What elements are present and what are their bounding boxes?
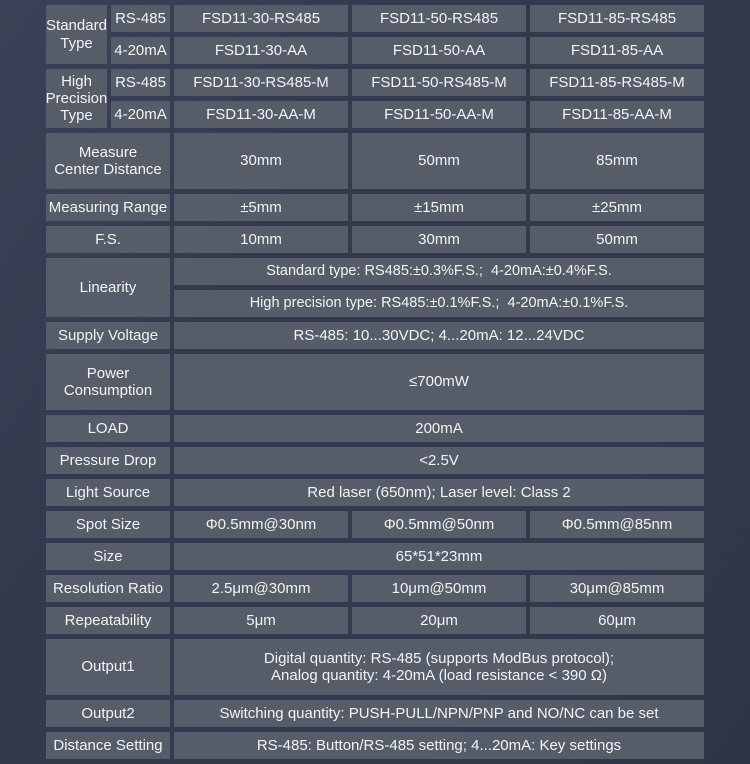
value-cell: 20μm: [352, 607, 526, 634]
label-line: Measure: [78, 143, 138, 161]
spec-table: [46, 5, 704, 759]
model-cell: FSD11-30-AA-M: [174, 101, 348, 128]
model-cell: FSD11-50-AA-M: [352, 101, 526, 128]
row-label-load: LOAD: [46, 415, 170, 442]
interface-label-rs485: RS-485: [111, 69, 170, 96]
value-cell: Φ0.5mm@85nm: [530, 511, 704, 538]
row-label-power-consumption: [46, 354, 170, 410]
value-cell: 10mm: [174, 226, 348, 253]
row-label-size: Size: [46, 543, 170, 570]
value-cell: 60μm: [530, 607, 704, 634]
value-cell: 50mm: [530, 226, 704, 253]
value-cell: RS-485: Button/RS-485 setting; 4...20mA: Key settings: [174, 732, 704, 759]
value-cell: 30mm: [352, 226, 526, 253]
value-cell: 30μm@85mm: [530, 575, 704, 602]
value-cell: 5μm: [174, 607, 348, 634]
row-label-supply-voltage: Supply Voltage: [46, 322, 170, 349]
row-label-measuring-range: Measuring Range: [46, 194, 170, 221]
row-label-fs: F.S.: [46, 226, 170, 253]
value-cell: Red laser (650nm); Laser level: Class 2: [174, 479, 704, 506]
label-line: Power: [86, 364, 130, 382]
model-cell: FSD11-30-RS485: [174, 5, 348, 32]
model-cell: FSD11-50-RS485: [352, 5, 526, 32]
value-cell: 30mm: [174, 133, 348, 189]
label-line: Consumption: [63, 382, 153, 399]
value-cell: Φ0.5mm@50nm: [352, 511, 526, 538]
row-label-distance-setting: Distance Setting: [46, 732, 170, 759]
model-cell: FSD11-50-AA: [352, 37, 526, 64]
value-cell: 50mm: [352, 133, 526, 189]
value-cell: Standard type: RS485:±0.3%F.S.; 4-20mA:±0.4%F.S.: [174, 258, 704, 285]
model-cell: FSD11-30-AA: [174, 37, 348, 64]
value-line: Digital quantity: RS-485 (supports ModBus protocol);: [263, 649, 615, 667]
row-label-repeatability: Repeatability: [46, 607, 170, 634]
model-cell: FSD11-85-AA-M: [530, 101, 704, 128]
interface-label-4-20ma: 4-20mA: [111, 37, 170, 64]
value-cell: 200mA: [174, 415, 704, 442]
value-cell: ±15mm: [352, 194, 526, 221]
interface-label-4-20ma: 4-20mA: [111, 101, 170, 128]
value-cell: <2.5V: [174, 447, 704, 474]
row-label-standard-type: Standard Type: [46, 5, 107, 64]
interface-label-rs485: RS-485: [111, 5, 170, 32]
value-cell: 85mm: [530, 133, 704, 189]
value-cell: 10μm@50mm: [352, 575, 526, 602]
model-cell: FSD11-85-RS485: [530, 5, 704, 32]
model-cell: FSD11-30-RS485-M: [174, 69, 348, 96]
value-cell: [174, 639, 704, 695]
row-label-linearity: Linearity: [46, 258, 170, 317]
row-label-output2: Output2: [46, 700, 170, 727]
model-cell: FSD11-85-RS485-M: [530, 69, 704, 96]
value-cell: High precision type: RS485:±0.1%F.S.; 4-20mA:±0.1%F.S.: [174, 290, 704, 317]
value-cell: Switching quantity: PUSH-PULL/NPN/PNP and NO/NC can be set: [174, 700, 704, 727]
label-line: Center Distance: [54, 161, 162, 178]
row-label-light-source: Light Source: [46, 479, 170, 506]
row-label-resolution-ratio: Resolution Ratio: [46, 575, 170, 602]
value-cell: ≤700mW: [174, 354, 704, 410]
row-label-pressure-drop: Pressure Drop: [46, 447, 170, 474]
value-cell: ±5mm: [174, 194, 348, 221]
row-label-spot-size: Spot Size: [46, 511, 170, 538]
value-cell: 65*51*23mm: [174, 543, 704, 570]
value-line: Analog quantity: 4-20mA (load resistance < 390 Ω): [271, 667, 607, 684]
value-cell: RS-485: 10...30VDC; 4...20mA: 12...24VDC: [174, 322, 704, 349]
model-cell: FSD11-50-RS485-M: [352, 69, 526, 96]
value-cell: Φ0.5mm@30nm: [174, 511, 348, 538]
value-cell: 2.5μm@30mm: [174, 575, 348, 602]
row-label-measure-center-distance: [46, 133, 170, 189]
model-cell: FSD11-85-AA: [530, 37, 704, 64]
row-label-high-precision-type: High Precision Type: [46, 69, 107, 128]
value-cell: ±25mm: [530, 194, 704, 221]
row-label-output1: Output1: [46, 639, 170, 695]
